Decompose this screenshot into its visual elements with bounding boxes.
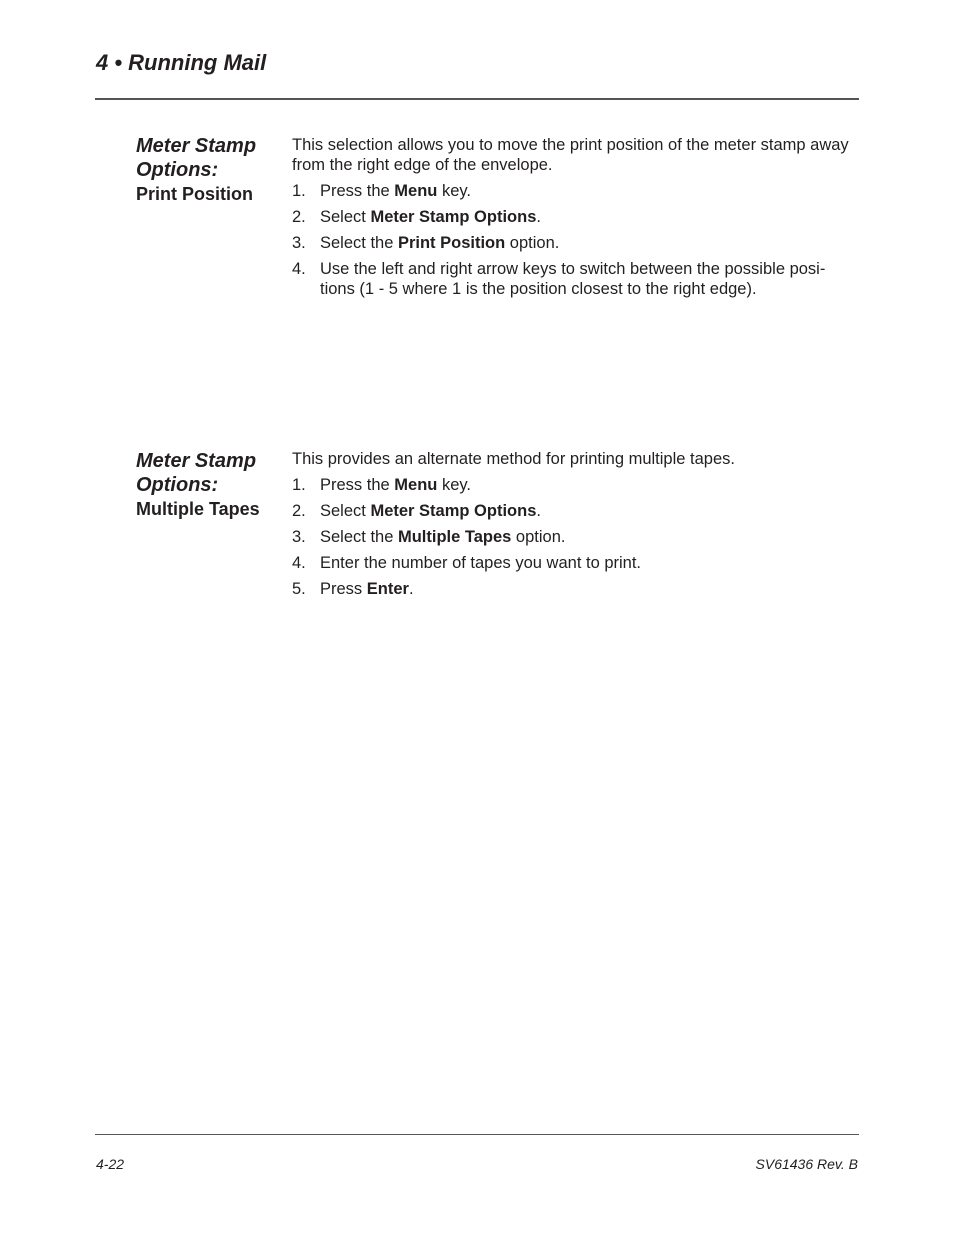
section-intro: This selection allows you to move the print position of the meter stamp away from the right edge of the envelope. — [292, 136, 849, 174]
step-number: 1. — [292, 476, 306, 494]
page-number: 4-22 — [96, 1156, 125, 1172]
step-text-post: option. — [505, 234, 560, 252]
document-id: SV61436 Rev. B — [755, 1156, 858, 1172]
section-intro: This provides an alternate method for printing multiple tapes. — [292, 450, 735, 468]
step-number: 1. — [292, 182, 306, 200]
section-heading-line1: Meter Stamp — [136, 135, 257, 157]
footer-rule — [95, 1134, 859, 1135]
step-text-post: option. — [511, 528, 566, 546]
step-item — [292, 233, 852, 253]
step-text: Press the — [320, 476, 395, 494]
steps-list — [292, 475, 852, 599]
section-heading-line2: Options: — [136, 474, 219, 496]
step-text-post: . — [408, 580, 414, 598]
step-text: Select the — [320, 528, 398, 546]
chapter-title: 4 • Running Mail — [96, 50, 267, 75]
step-bold: Meter Stamp Options — [370, 208, 537, 226]
step-text: Press — [320, 580, 367, 598]
step-text-post: . — [536, 502, 541, 520]
step-number: 4. — [292, 260, 306, 278]
step-text: Press the — [320, 182, 395, 200]
step-text: Select — [320, 208, 371, 226]
step-bold: Menu — [394, 182, 438, 200]
step-bold: Enter — [366, 580, 409, 598]
step-text: Select the — [320, 234, 398, 252]
section-heading-print-position — [136, 134, 286, 206]
section-body-multiple-tapes — [292, 449, 852, 605]
step-item — [292, 579, 852, 599]
step-number: 3. — [292, 528, 306, 546]
step-number: 2. — [292, 502, 306, 520]
step-bold: Menu — [394, 476, 438, 494]
step-text-post: . — [536, 208, 541, 226]
step-item — [292, 501, 852, 521]
step-text: Select — [320, 502, 371, 520]
step-number: 3. — [292, 234, 306, 252]
step-text-post: key. — [437, 182, 472, 200]
section-subheading: Multiple Tapes — [136, 499, 260, 519]
step-text: Use the left and right arrow keys to switch between the possible posi-tions (1 - 5 where 1 is the position closest to the right edge). — [320, 260, 826, 298]
step-bold: Meter Stamp Options — [370, 502, 537, 520]
header-rule — [95, 98, 859, 100]
section-heading-line1: Meter Stamp — [136, 450, 257, 472]
section-subheading: Print Position — [136, 184, 253, 204]
step-text-post: key. — [437, 476, 472, 494]
step-item — [292, 181, 852, 201]
step-item — [292, 207, 852, 227]
section-body-print-position — [292, 135, 852, 305]
step-item — [292, 553, 852, 573]
step-text: Enter the number of tapes you want to print. — [320, 554, 642, 572]
steps-list — [292, 181, 852, 299]
step-bold: Print Position — [397, 234, 506, 252]
step-number: 4. — [292, 554, 306, 572]
section-heading-multiple-tapes — [136, 449, 286, 521]
step-item — [292, 527, 852, 547]
step-bold: Multiple Tapes — [397, 528, 512, 546]
step-number: 2. — [292, 208, 306, 226]
section-heading-line2: Options: — [136, 159, 219, 181]
step-number: 5. — [292, 580, 306, 598]
step-item — [292, 475, 852, 495]
step-item — [292, 259, 852, 299]
